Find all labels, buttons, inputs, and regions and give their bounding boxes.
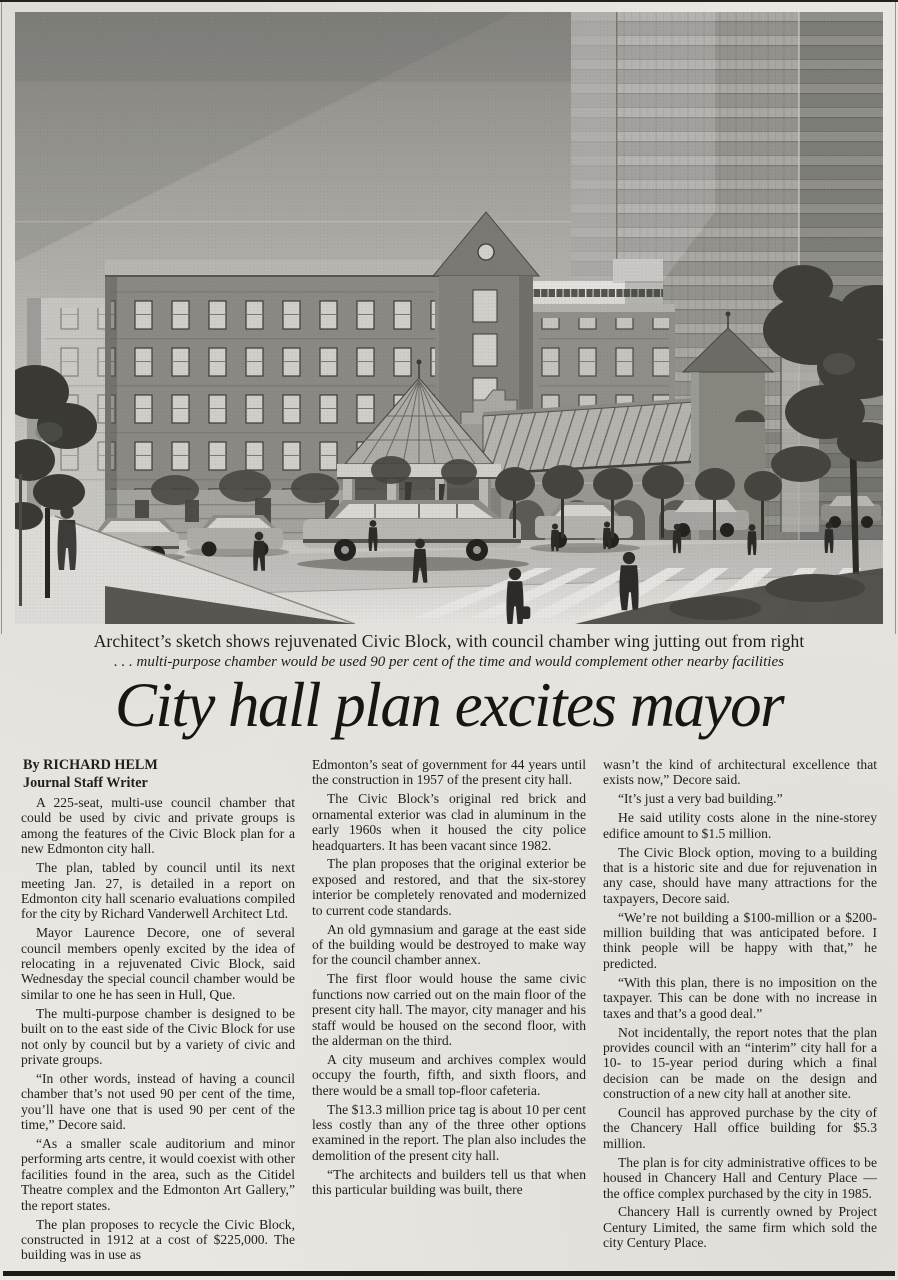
article-paragraph: Not incidentally, the report notes that the plan provides council with an “interim” city hall for a 10- to 15-year period during which a final decision can be made on the design and construction of a new city hall at another site. <box>603 1024 877 1102</box>
article-paragraph: An old gymnasium and garage at the east side of the building would be destroyed to make way for the council chamber annex. <box>312 921 586 968</box>
column-1-paragraphs <box>21 795 295 1263</box>
article-paragraph: The Civic Block’s original red brick and ornamental exterior was clad in aluminum in the early 1960s when it housed the city police headquarters. It has been vacant since 1982. <box>312 791 586 853</box>
photo-caption-block <box>0 631 898 671</box>
article-paragraph: wasn’t the kind of architectural excellence that exists now,” Decore said. <box>603 757 877 788</box>
column-2-paragraphs <box>312 757 586 1197</box>
article-paragraph: The plan proposes that the original exterior be exposed and restored, and that the six-storey interior be completely renovated and modernized to current code standards. <box>312 856 586 918</box>
article-paragraph: The $13.3 million price tag is about 10 per cent less costly than any of the three other options examined in the report. The plan also includes the demolition of the present city hall. <box>312 1101 586 1163</box>
byline-author: By RICHARD HELM <box>23 757 158 773</box>
article-paragraph: A city museum and archives complex would occupy the fourth, fifth, and sixth floors, and there would be a small top-floor cafeteria. <box>312 1051 586 1098</box>
article-column-2 <box>312 757 586 1266</box>
article-paragraph: A 225-seat, multi-use council chamber that could be used by civic and private groups is among the features of the Civic Block plan for a new Edmonton city hall. <box>21 795 295 857</box>
article-paragraph: The multi-purpose chamber is designed to be built on to the east side of the Civic Block for use not only by council but by a variety of civic and private groups. <box>21 1005 295 1067</box>
article-paragraph: “As a smaller scale auditorium and minor performing arts centre, it would coexist with other facilities found in the area, such as the Citidel Theatre complex and the Edmonton Art Gallery,” the report states. <box>21 1136 295 1213</box>
article-paragraph: “In other words, instead of having a council chamber that’s not used 90 per cent of the time, you’ll have one that is used 90 per cent of the time,” Decore said. <box>21 1070 295 1133</box>
article-paragraph: Council has approved purchase by the city of the Chancery Hall office building for $5.3 million. <box>603 1105 877 1151</box>
article-paragraph: Chancery Hall is currently owned by Project Century Limited, the same firm which sold the city Century Place. <box>603 1204 877 1251</box>
article-paragraph: He said utility costs alone in the nine-storey edifice amount to $1.5 million. <box>603 810 877 841</box>
halftone-overlay <box>15 12 883 624</box>
page-top-rule <box>0 0 898 2</box>
article-paragraph: “We’re not building a $100-million or a $200-million building that was anticipated before. I think people will be happy with that,” he predicted. <box>603 909 877 971</box>
byline <box>23 757 295 792</box>
article-column-3 <box>603 757 877 1266</box>
article-column-1 <box>21 757 295 1266</box>
article-paragraph: Mayor Laurence Decore, one of several council members openly excited by the idea of relocating in a rejuvenated Civic Block, said Wednesday the special council chamber would be similar to one he has seen in Hull, Que. <box>21 925 295 1002</box>
column-3-paragraphs <box>603 757 877 1251</box>
article-paragraph: The plan, tabled by council until its next meeting Jan. 27, is detailed in a report on Edmonton city hall scenario evaluations compiled for the city by Richard Vanderwell Architect Ltd. <box>21 860 295 922</box>
article-paragraph: “It’s just a very bad building.” <box>618 791 783 807</box>
article-paragraph: The plan is for city administrative offices to be housed in Chancery Hall and Century Place — the office complex purchased by the city in 1985. <box>603 1154 877 1201</box>
byline-role: Journal Staff Writer <box>23 774 148 791</box>
article-paragraph: The first floor would house the same civic functions now carried out on the main floor of the present city hall. The mayor, city manager and his staff would be housed on the second floor, with the alderman on the third. <box>312 971 586 1048</box>
architect-sketch-photo <box>15 12 883 624</box>
article-paragraph: Edmonton’s seat of government for 44 years until the construction in 1957 of the present city hall. <box>312 757 586 788</box>
article-paragraph: The plan proposes to recycle the Civic Block, constructed in 1912 at a cost of $225,000. The building was in use as <box>21 1216 295 1263</box>
bottom-rule <box>3 1271 895 1276</box>
article-paragraph: The Civic Block option, moving to a building that is a historic site and due for rejuvenation in any case, should have many attractions for the taxpayers, Decore said. <box>603 844 877 906</box>
photo-caption-line1: Architect’s sketch shows rejuvenated Civic Block, with council chamber wing jutting out from right <box>93 631 805 651</box>
page-left-edge <box>1 2 2 634</box>
page-right-edge <box>895 2 896 634</box>
article-paragraph: “The architects and builders tell us that when this particular building was built, there <box>312 1166 586 1198</box>
article-headline: City hall plan excites mayor <box>114 670 784 740</box>
article-body <box>21 757 877 1266</box>
article-paragraph: “With this plan, there is no imposition on the taxpayer. This can be done with no increase in taxes and that’s a good deal.” <box>603 974 877 1021</box>
photo-caption-line2: . . . multi-purpose chamber would be used 90 per cent of the time and would complement other nearby facilities <box>114 654 784 670</box>
